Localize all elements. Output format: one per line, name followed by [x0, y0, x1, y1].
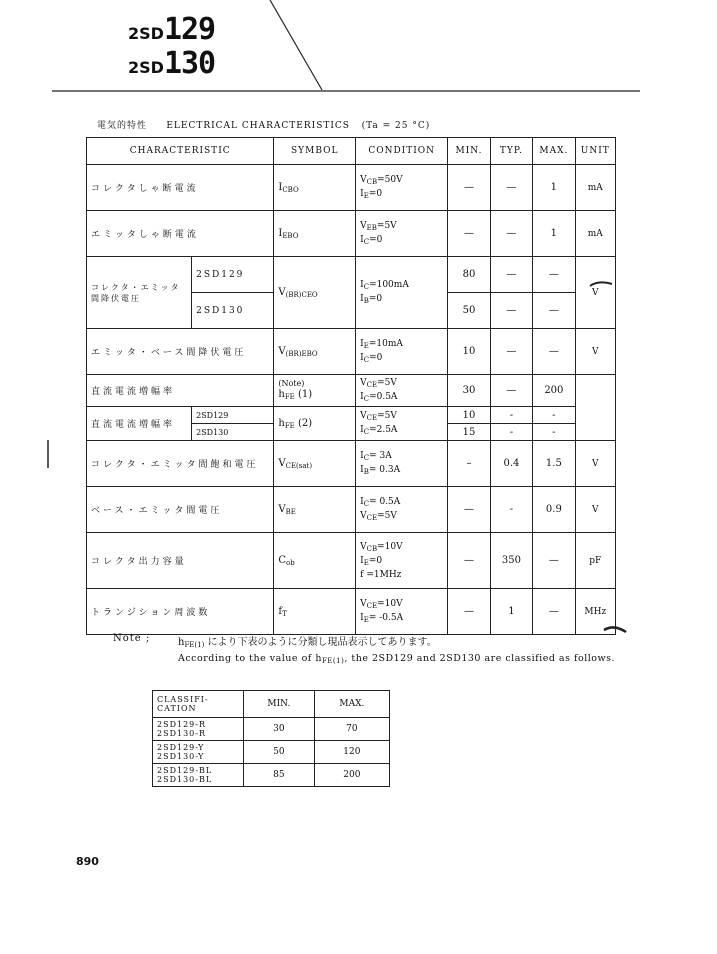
typ-cell: —: [490, 257, 532, 293]
max-cell: 0.9: [533, 487, 575, 533]
characteristic-cell: ベース・エミッタ間電圧: [87, 487, 274, 533]
max-cell: 200: [533, 375, 575, 407]
characteristic-cell: コレクタ・エミッタ間飽和電圧: [87, 441, 274, 487]
heading-condition: (Ta = 25 °C): [361, 121, 431, 131]
table-row: [153, 764, 390, 787]
title-number: 129: [163, 12, 216, 47]
typ-cell: -: [490, 424, 532, 441]
table-row: [87, 375, 616, 407]
unit-cell: [575, 375, 615, 441]
col-header-min: MIN.: [448, 138, 490, 165]
condition-cell: $V_{CE}=5V$ $I_C=0.5A$: [356, 375, 448, 407]
condition-cell: $V_{CB}=50V$ $I_E=0$: [356, 165, 448, 211]
unit-cell: pF: [575, 533, 615, 589]
typ-cell: 1: [490, 589, 532, 635]
table-row: [87, 441, 616, 487]
table-row: [87, 257, 616, 293]
col-header-condition: CONDITION: [356, 138, 448, 165]
condition-cell: $I_C=100mA$ $I_B=0$: [356, 257, 448, 329]
typ-cell: 350: [490, 533, 532, 589]
unit-cell: V: [575, 329, 615, 375]
col-header-symbol: SYMBOL: [274, 138, 356, 165]
characteristic-cell: エミッタ・ベース間降伏電圧: [87, 329, 274, 375]
table-row: [87, 533, 616, 589]
condition-cell: $V_{CE}=10V$ $I_E= -0.5A$: [356, 589, 448, 635]
classification-cell: 2SD129-BL 2SD130-BL: [153, 764, 244, 787]
condition-cell: $V_{CE}=5V$ $I_C=2.5A$: [356, 407, 448, 441]
table-row: [87, 329, 616, 375]
min-cell: —: [448, 165, 490, 211]
diagonal-rule: [270, 0, 322, 90]
unit-cell: V: [575, 257, 615, 329]
table-row: [153, 718, 390, 741]
symbol-cell: $I_{EBO}$: [274, 211, 356, 257]
classification-cell: 2SD129-R 2SD130-R: [153, 718, 244, 741]
unit-cell: V: [575, 487, 615, 533]
note-en: According to the value of $h_{FE(1)}$, the 2SD129 and 2SD130 are classified as follows.: [178, 653, 616, 665]
title-prefix: 2SD: [128, 24, 164, 43]
min-cell: 85: [244, 764, 315, 787]
characteristic-cell: トランジション周波数: [87, 589, 274, 635]
heading-jp: 電気的特性: [97, 121, 148, 131]
classification-table: [152, 690, 390, 787]
symbol-cell: $V_{CE(sat)}$: [274, 441, 356, 487]
table-row: [87, 487, 616, 533]
min-cell: 30: [244, 718, 315, 741]
max-cell: —: [533, 329, 575, 375]
min-cell: 10: [448, 407, 490, 424]
col-header-characteristic: CHARACTERISTIC: [87, 138, 274, 165]
col-header-classification: CLASSIFI-CATION: [153, 691, 244, 718]
col-header-min: MIN.: [244, 691, 315, 718]
typ-cell: —: [490, 375, 532, 407]
max-cell: 70: [314, 718, 389, 741]
typ-cell: —: [490, 211, 532, 257]
typ-cell: —: [490, 329, 532, 375]
max-cell: —: [533, 589, 575, 635]
table-header-row: [87, 138, 616, 165]
unit-cell: mA: [575, 211, 615, 257]
max-cell: -: [533, 407, 575, 424]
max-cell: —: [533, 533, 575, 589]
symbol-cell: $V_{(BR)EBO}$: [274, 329, 356, 375]
characteristic-cell: コレクタ・エミッタ間降伏電圧: [87, 257, 192, 329]
characteristic-cell: 直流電流増幅率: [87, 407, 192, 441]
title-prefix: 2SD: [128, 58, 164, 77]
max-cell: 1.5: [533, 441, 575, 487]
characteristic-cell: コレクタしゃ断電流: [87, 165, 274, 211]
min-cell: —: [448, 211, 490, 257]
characteristic-cell: コレクタ出力容量: [87, 533, 274, 589]
condition-cell: $I_E=10mA$ $I_C=0$: [356, 329, 448, 375]
symbol-cell: $h_{FE}$ (2): [274, 407, 356, 441]
min-cell: —: [448, 487, 490, 533]
max-cell: —: [533, 257, 575, 293]
min-cell: –: [448, 441, 490, 487]
characteristic-cell: エミッタしゃ断電流: [87, 211, 274, 257]
table-row: [87, 407, 616, 424]
symbol-cell: $I_{CBO}$: [274, 165, 356, 211]
min-cell: 50: [244, 741, 315, 764]
min-cell: 10: [448, 329, 490, 375]
heading-en: ELECTRICAL CHARACTERISTICS: [166, 121, 350, 131]
table-header-row: [153, 691, 390, 718]
condition-cell: $I_C= 0.5A$ $V_{CE}=5V$: [356, 487, 448, 533]
typ-cell: —: [490, 293, 532, 329]
note-jp: $h_{FE(1)}$ により下表のように分類し現品表示してあります。: [178, 637, 437, 649]
symbol-cell: $C_{ob}$: [274, 533, 356, 589]
min-cell: 15: [448, 424, 490, 441]
characteristic-cell: 直流電流増幅率: [87, 375, 274, 407]
unit-cell: mA: [575, 165, 615, 211]
table-row: [87, 589, 616, 635]
max-cell: —: [533, 293, 575, 329]
condition-cell: $V_{CB}=10V$ $I_E=0$ f =1MHz: [356, 533, 448, 589]
col-header-unit: UNIT: [575, 138, 615, 165]
table-row: [87, 165, 616, 211]
col-header-max: MAX.: [533, 138, 575, 165]
page-number: 890: [76, 855, 99, 868]
max-cell: -: [533, 424, 575, 441]
typ-cell: —: [490, 165, 532, 211]
typ-cell: -: [490, 487, 532, 533]
note-label: Note ;: [113, 633, 151, 644]
classification-cell: 2SD129-Y 2SD130-Y: [153, 741, 244, 764]
max-cell: 200: [314, 764, 389, 787]
typ-cell: -: [490, 407, 532, 424]
typ-cell: 0.4: [490, 441, 532, 487]
min-cell: 50: [448, 293, 490, 329]
variant-cell: 2SD129: [192, 407, 274, 424]
variant-cell: 2SD130: [192, 293, 274, 329]
variant-cell: 2SD129: [192, 257, 274, 293]
min-cell: —: [448, 589, 490, 635]
col-header-max: MAX.: [314, 691, 389, 718]
table-row: [153, 741, 390, 764]
max-cell: 1: [533, 211, 575, 257]
condition-cell: $V_{EB}=5V$ $I_C=0$: [356, 211, 448, 257]
max-cell: 1: [533, 165, 575, 211]
symbol-cell: $V_{(BR)CEO}$: [274, 257, 356, 329]
table-row: [87, 211, 616, 257]
col-header-typ: TYP.: [490, 138, 532, 165]
min-cell: 30: [448, 375, 490, 407]
max-cell: 120: [314, 741, 389, 764]
section-heading: [97, 118, 430, 131]
min-cell: —: [448, 533, 490, 589]
symbol-cell: $V_{BE}$: [274, 487, 356, 533]
symbol-cell: (Note) $h_{FE}$ (1): [274, 375, 356, 407]
electrical-characteristics-table: [86, 137, 616, 635]
symbol-cell: $f_T$: [274, 589, 356, 635]
variant-cell: 2SD130: [192, 424, 274, 441]
min-cell: 80: [448, 257, 490, 293]
condition-cell: $I_C= 3A$ $I_B= 0.3A$: [356, 441, 448, 487]
unit-cell: MHz: [575, 589, 615, 635]
unit-cell: V: [575, 441, 615, 487]
title-number: 130: [163, 46, 216, 81]
